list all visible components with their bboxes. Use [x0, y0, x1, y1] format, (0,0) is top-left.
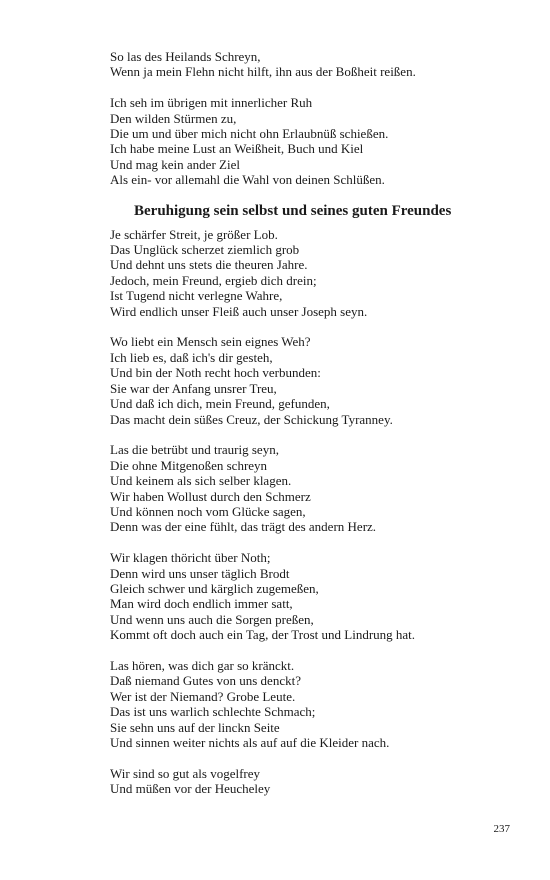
verse-line: Jedoch, mein Freund, ergieb dich drein; — [110, 272, 317, 288]
verse-line: Das macht dein süßes Creuz, der Schickung Tyranney. — [110, 411, 393, 427]
verse-line: Und müßen vor der Heucheley — [110, 781, 271, 797]
verse-line: Das ist uns warlich schlechte Schmach; — [110, 704, 316, 720]
stanza — [110, 442, 510, 534]
stanza — [110, 550, 510, 642]
poem-body — [110, 227, 510, 797]
verse-line: Wer ist der Niemand? Grobe Leute. — [110, 688, 296, 704]
verse-line: Und können noch vom Glücke sagen, — [110, 503, 306, 519]
verse-line: Wenn ja mein Flehn nicht hilft, ihn aus der Boßheit reißen. — [110, 64, 416, 80]
stanza — [110, 49, 510, 80]
stanza — [110, 95, 510, 187]
verse-line: Und wenn uns auch die Sorgen preßen, — [110, 611, 314, 627]
verse-line: Ist Tugend nicht verlegne Wahre, — [110, 288, 283, 304]
previous-poem-ending — [110, 49, 510, 188]
verse-line: Denn wird uns unser täglich Brodt — [110, 565, 290, 581]
poem-title: Beruhigung sein selbst und seines guten Freundes — [134, 202, 452, 219]
verse-line: Kommt oft doch auch ein Tag, der Trost und Lindrung hat. — [110, 627, 416, 643]
page-number: 237 — [493, 823, 510, 835]
stanza — [110, 766, 510, 797]
verse-line: Gleich schwer und kärglich zugemeßen, — [110, 580, 319, 596]
verse-line: Sie sehn uns auf der linckn Seite — [110, 719, 280, 735]
verse-line: Wir haben Wollust durch den Schmerz — [110, 488, 311, 504]
verse-line: Wir klagen thöricht über Noth; — [110, 550, 271, 566]
verse-line: Den wilden Stürmen zu, — [110, 110, 237, 126]
verse-line: So las des Heilands Schreyn, — [110, 49, 261, 64]
verse-line: Je schärfer Streit, je größer Lob. — [110, 226, 278, 242]
text-block — [110, 49, 510, 797]
verse-line: Und keinem als sich selber klagen. — [110, 473, 292, 489]
verse-line: Man wird doch endlich immer satt, — [110, 596, 293, 612]
verse-line: Das Unglück scherzet ziemlich grob — [110, 242, 300, 258]
verse-line: Die um und über mich nicht ohn Erlaubnüß schießen. — [110, 126, 389, 142]
stanza — [110, 334, 510, 426]
stanza — [110, 227, 510, 319]
verse-line: Sie war der Anfang unsrer Treu, — [110, 380, 277, 396]
verse-line: Und bin der Noth recht hoch verbunden: — [110, 365, 321, 381]
verse-line: Daß niemand Gutes von uns denckt? — [110, 673, 301, 689]
stanza — [110, 658, 510, 750]
verse-line: Und sinnen weiter nichts als auf auf die Kleider nach. — [110, 734, 390, 750]
verse-line: Wird endlich unser Fleiß auch unser Joseph seyn. — [110, 303, 368, 319]
verse-line: Die ohne Mitgenoßen schreyn — [110, 457, 268, 473]
verse-line: Las die betrübt und traurig seyn, — [110, 442, 279, 458]
verse-line: Und daß ich dich, mein Freund, gefunden, — [110, 396, 330, 412]
verse-line: Ich habe meine Lust an Weißheit, Buch und Kiel — [110, 141, 364, 157]
verse-line: Wo liebt ein Mensch sein eignes Weh? — [110, 334, 311, 350]
verse-line: Und mag kein ander Ziel — [110, 156, 240, 172]
verse-line: Wir sind so gut als vogelfrey — [110, 765, 261, 781]
verse-line: Als ein- vor allemahl die Wahl von deinen Schlüßen. — [110, 172, 385, 188]
verse-line: Und dehnt uns stets die theuren Jahre. — [110, 257, 308, 273]
verse-line: Las hören, was dich gar so kränckt. — [110, 657, 295, 673]
verse-line: Ich lieb es, daß ich's dir gesteh, — [110, 349, 273, 365]
verse-line: Ich seh im übrigen mit innerlicher Ruh — [110, 95, 313, 111]
verse-line: Denn was der eine fühlt, das trägt des andern Herz. — [110, 519, 377, 535]
